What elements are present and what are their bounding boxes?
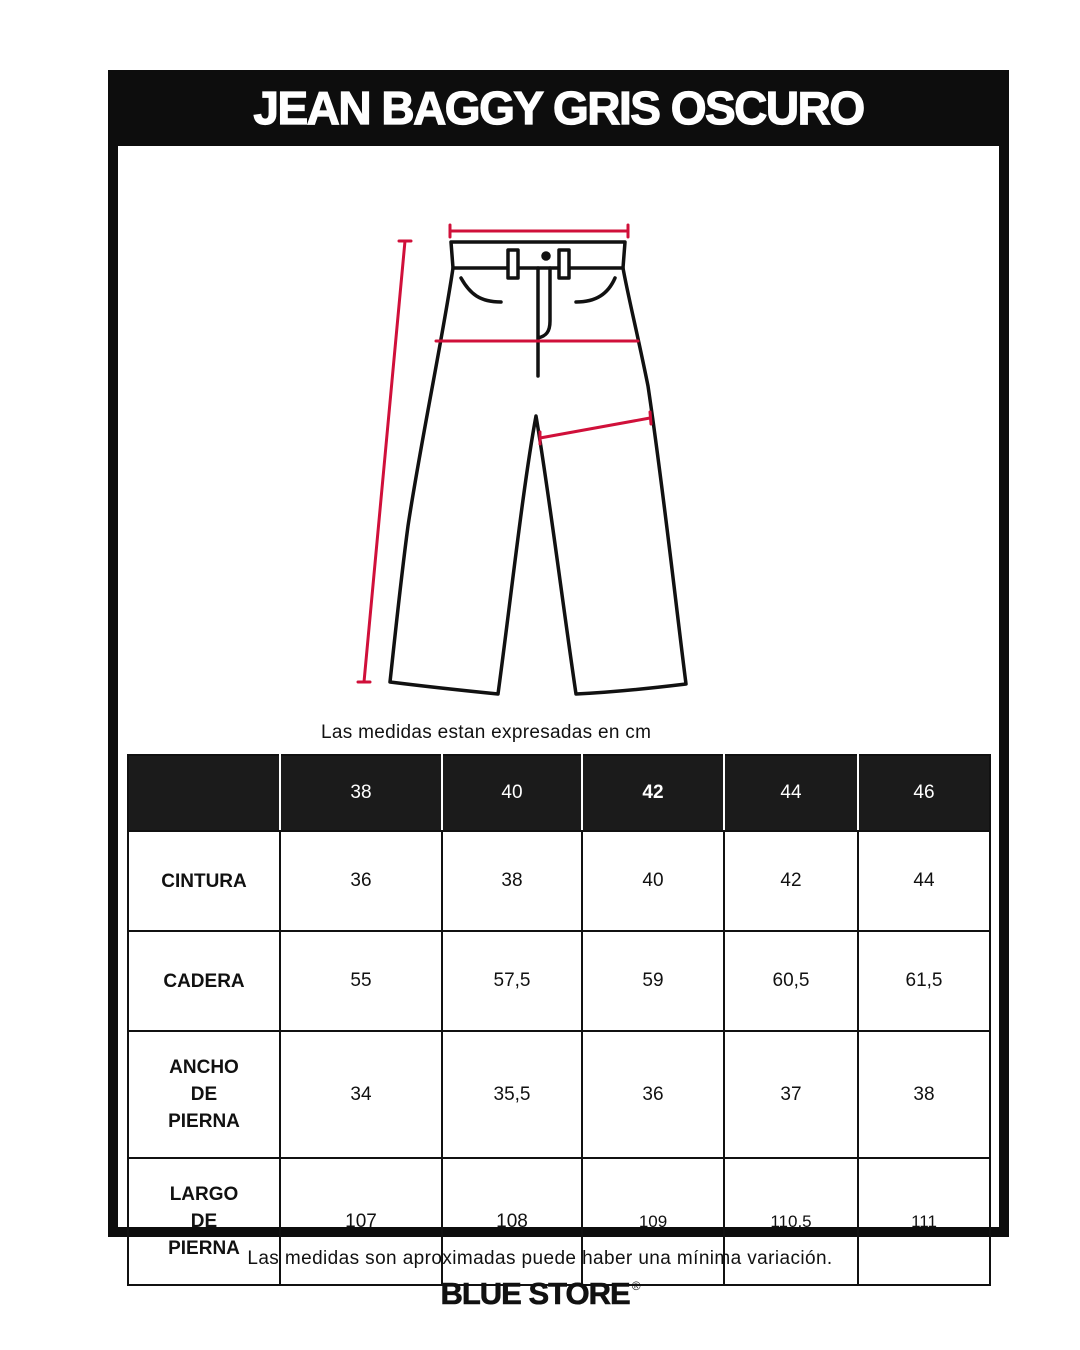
table-cell: 110,5 — [724, 1158, 858, 1285]
table-cell: 44 — [858, 831, 990, 931]
fly-seam — [538, 268, 550, 376]
table-cell: 60,5 — [724, 931, 858, 1031]
product-title: JEAN BAGGY GRIS OSCURO — [253, 82, 864, 134]
table-cell: 34 — [280, 1031, 442, 1158]
table-cell: 107 — [280, 1158, 442, 1285]
row-label-cadera: CADERA — [128, 931, 280, 1031]
size-table — [127, 754, 991, 1286]
right-pocket — [576, 278, 615, 302]
table-cell: 42 — [724, 831, 858, 931]
table-cell: 59 — [582, 931, 724, 1031]
row-label-cintura: CINTURA — [128, 831, 280, 931]
leg-width-measure-line — [540, 418, 650, 438]
table-cell: 35,5 — [442, 1031, 582, 1158]
table-cell: 108 — [442, 1158, 582, 1285]
size-header-40: 40 — [442, 755, 582, 831]
size-guide-content: Las medidas estan expresadas en cm 38 40 42 44 46 CINTURA 36 38 40 42 44 CADERA 55 57,5 59 60,5 61,5 ANCHO DE PIERNA 34 35,5 36 37 38 LARGO DE PIERNA 107 108 109 110,5 111 — [118, 146, 999, 1227]
size-header-44: 44 — [724, 755, 858, 831]
size-header-46: 46 — [858, 755, 990, 831]
row-label-largo-de-pierna: LARGO DE PIERNA — [128, 1158, 280, 1285]
disclaimer-note: Las medidas son aproximadas puede haber una mínima variación. — [247, 1248, 833, 1269]
table-cell: 38 — [858, 1031, 990, 1158]
left-pocket — [461, 278, 501, 302]
brand-logo: BLUE STORE ® — [440, 1276, 640, 1311]
table-row-cadera — [128, 931, 990, 1031]
waistband-outline — [451, 242, 625, 268]
table-cell: 36 — [582, 1031, 724, 1158]
table-cell: 38 — [442, 831, 582, 931]
size-header-42: 42 — [582, 755, 724, 831]
table-cell: 55 — [280, 931, 442, 1031]
belt-loop-left — [508, 250, 518, 278]
table-cell: 37 — [724, 1031, 858, 1158]
size-header-38: 38 — [280, 755, 442, 831]
table-row-cintura — [128, 831, 990, 931]
row-label-ancho-de-pierna: ANCHO DE PIERNA — [128, 1031, 280, 1158]
belt-loop-right — [559, 250, 569, 278]
size-header-row — [128, 755, 990, 831]
table-cell: 57,5 — [442, 931, 582, 1031]
table-cell: 61,5 — [858, 931, 990, 1031]
table-row-ancho-de-pierna — [128, 1031, 990, 1158]
table-cell: 40 — [582, 831, 724, 931]
table-cell: 111 — [858, 1158, 990, 1285]
jeans-diagram-icon — [118, 146, 999, 716]
button-icon — [543, 253, 549, 259]
table-cell: 109 — [582, 1158, 724, 1285]
header-corner — [128, 755, 280, 831]
table-cell: 36 — [280, 831, 442, 931]
